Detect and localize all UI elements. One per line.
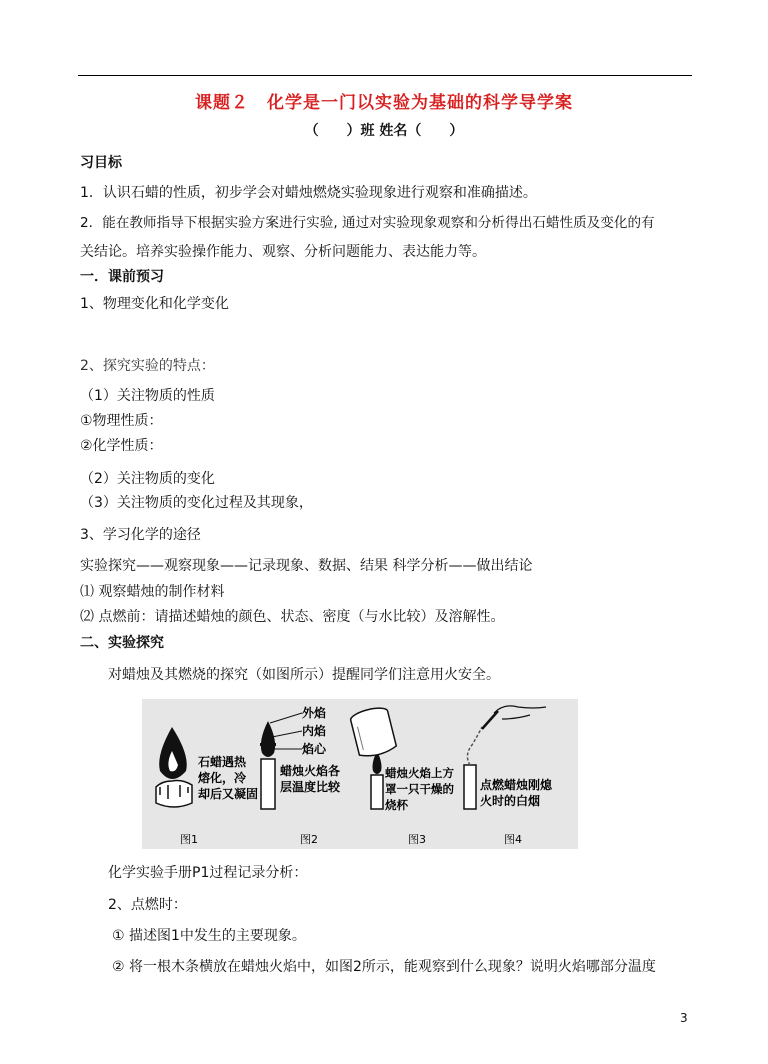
- fig1-text-2: 熔化，冷: [198, 771, 247, 785]
- step-2-2: ② 将一根木条横放在蜡烛火焰中，如图2所示，能观察到什么现象？说明火焰哪部分温度: [112, 959, 656, 975]
- question-2: 2、探究实验的特点：: [80, 358, 215, 374]
- outer-flame-label: 外焰: [302, 706, 327, 720]
- flame-core-label: 焰心: [302, 742, 327, 756]
- melting-candle-drawing: [156, 727, 192, 807]
- goal-2-line2: 关结论。培养实验操作能力、观察、分析问题能力、表达能力等。: [80, 244, 486, 260]
- caption-fig4: 图4: [504, 833, 522, 846]
- fig4-text-1: 点燃蜡烛刚熄: [480, 778, 553, 792]
- question-2a: （1）关注物质的性质: [80, 388, 215, 404]
- physical-property: ①物理性质：: [80, 413, 163, 429]
- question-3: 3、学习化学的途径: [80, 527, 201, 543]
- learning-flow: 实验探究——观察现象——记录现象、数据、结果 科学分析——做出结论: [80, 558, 533, 574]
- caption-fig2: 图2: [300, 833, 318, 846]
- header-rule: [78, 75, 692, 76]
- page-title: 课题２ 化学是一门以实验为基础的科学导学案: [195, 93, 573, 113]
- step-2-1: ① 描述图1中发生的主要现象。: [112, 928, 306, 944]
- section2-heading: 二、实验探究: [80, 635, 164, 651]
- fig1-text-3: 却后又凝固: [198, 787, 259, 801]
- fig3-text-2: 罩一只干燥的: [385, 782, 454, 796]
- goal-1: 1．认识石蜡的性质，初步学会对蜡烛燃烧实验现象进行观察和准确描述。: [80, 185, 537, 201]
- question-3-1: ⑴ 观察蜡烛的制作材料: [80, 584, 225, 600]
- class-name-line: （ ）班 姓名（ ）: [304, 123, 464, 139]
- caption-fig1: 图1: [180, 833, 198, 846]
- step-2: 2、点燃时：: [108, 897, 187, 913]
- question-3-2: ⑵ 点燃前：请描述蜡烛的颜色、状态、密度（与水比较）及溶解性。: [80, 609, 505, 625]
- section1-heading: 一．课前预习: [80, 269, 164, 285]
- chemical-property: ②化学性质：: [80, 438, 163, 454]
- inner-flame-label: 内焰: [302, 724, 327, 738]
- manual-record: 化学实验手册P1过程记录分析：: [108, 865, 308, 881]
- fig2-text-1: 蜡烛火焰各: [280, 764, 341, 778]
- candle-experiment-figure: [142, 699, 578, 849]
- fig2-text-2: 层温度比较: [280, 780, 341, 794]
- question-1: 1、物理变化和化学变化: [80, 296, 229, 312]
- fig4-text-2: 火时的白烟: [480, 794, 541, 808]
- flame-layers-drawing: [260, 713, 302, 809]
- goal-2-line1: 2．能在教师指导下根据实验方案进行实验, 通过对实验现象观察和分析得出石蜡性质及变化的有: [80, 215, 655, 231]
- fig3-text-3: 烧杯: [385, 798, 408, 812]
- goals-heading: 习目标: [80, 155, 122, 171]
- fig1-text-1: 石蜡遇热: [198, 755, 247, 769]
- question-2b: （2）关注物质的变化: [80, 471, 215, 487]
- caption-fig3: 图3: [408, 833, 426, 846]
- fig3-text-1: 蜡烛火焰上方: [385, 766, 454, 780]
- question-2c: （3）关注物质的变化过程及其现象，: [80, 495, 313, 511]
- section2-intro: 对蜡烛及其燃烧的探究（如图所示）提醒同学们注意用火安全。: [108, 667, 500, 683]
- page-number: 3: [680, 1011, 688, 1025]
